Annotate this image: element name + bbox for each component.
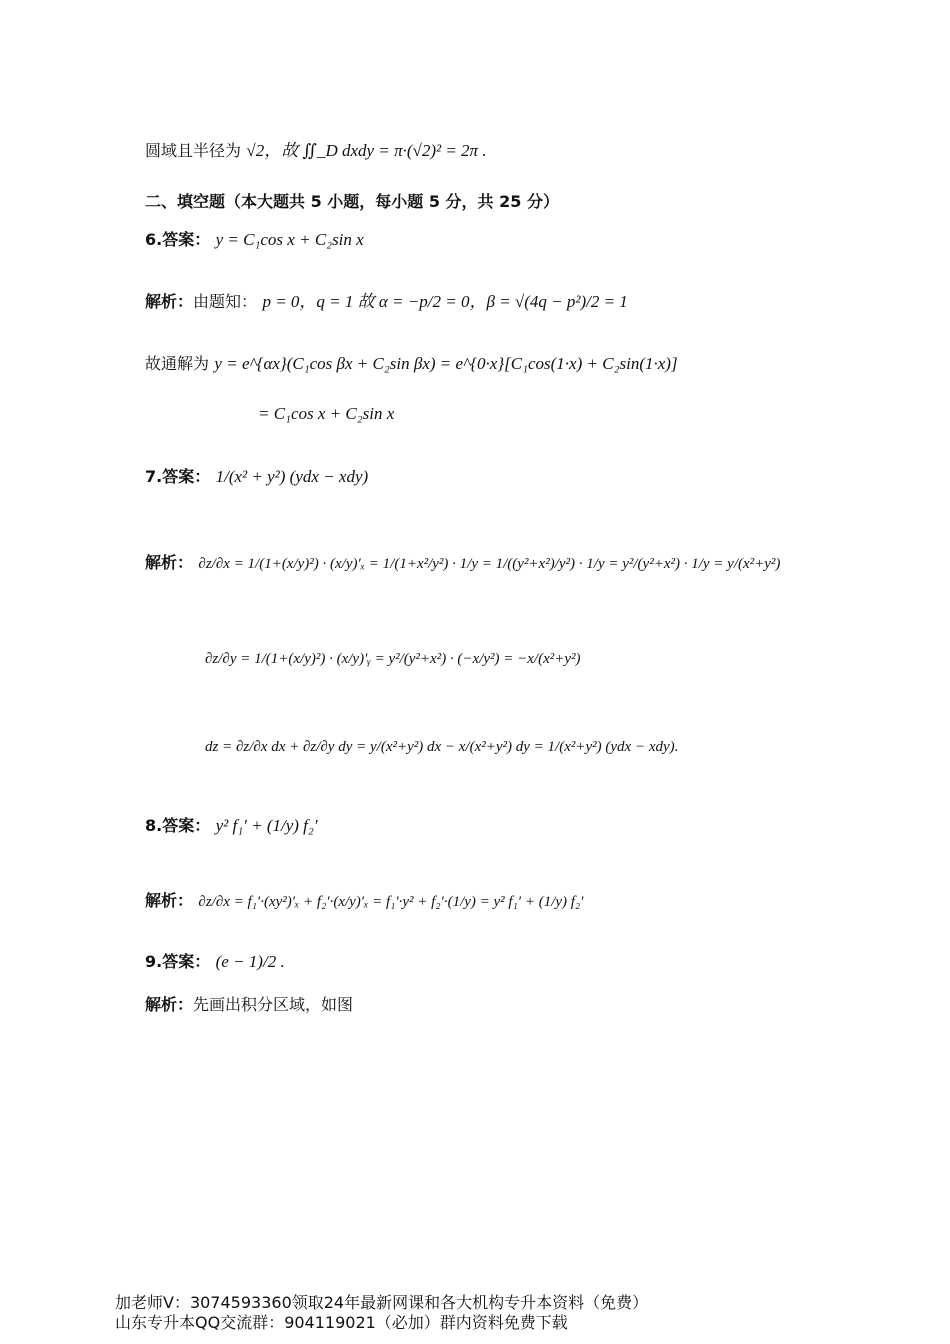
- q7-explanation-2: ∂z/∂y = 1/(1+(x/y)²) · (x/y)′ᵧ = y²/(y²+x²) · (−x/y²) = −x/(x²+y²): [205, 651, 581, 667]
- q8-explanation: 解析： ∂z/∂x = f₁′·(xy²)′ₓ + f₂′·(x/y)′ₓ = f₁′·y² + f₂′·(1/y) = y² f₁′ + (1/y) f₂′: [145, 891, 584, 910]
- footer-line-2: 山东专升本QQ交流群：904119021（必加）群内资料免费下载: [115, 1313, 568, 1332]
- q7-explanation-3: dz = ∂z/∂x dx + ∂z/∂y dy = y/(x²+y²) dx − x/(x²+y²) dy = 1/(x²+y²) (ydx − xdy).: [205, 739, 679, 755]
- q6-answer: 6.答案： y = C₁cos x + C₂sin x: [145, 230, 364, 249]
- q6-general-solution-cont: = C₁cos x + C₂sin x: [258, 404, 395, 423]
- line-region-radius: 圆域且半径为 √2，故 ∬_D dxdy = π·(√2)² = 2π .: [145, 141, 487, 160]
- q9-explanation: 解析：先画出积分区域，如图: [145, 995, 354, 1014]
- q9-answer: 9.答案： (e − 1)/2 .: [145, 952, 285, 971]
- q6-explanation: 解析：由题知： p = 0，q = 1 故 α = −p/2 = 0，β = √(4q − p²)/2 = 1: [145, 292, 628, 311]
- q7-explanation-1: 解析： ∂z/∂x = 1/(1+(x/y)²) · (x/y)′ₓ = 1/(1+x²/y²) · 1/y = 1/((y²+x²)/y²) · 1/y = y²/(y²+x²) · 1/y = y/(x²+y²): [145, 553, 781, 572]
- q7-answer: 7.答案： 1/(x² + y²) (ydx − xdy): [145, 467, 369, 486]
- section-heading: 二、填空题（本大题共 5 小题，每小题 5 分，共 25 分）: [145, 192, 559, 211]
- q6-general-solution: 故通解为 y = e^{αx}(C₁cos βx + C₂sin βx) = e^{0·x}[C₁cos(1·x) + C₂sin(1·x)]: [145, 354, 678, 373]
- footer-line-1: 加老师V：3074593360领取24年最新网课和各大机构专升本资料（免费）: [115, 1293, 649, 1312]
- q8-answer: 8.答案： y² f₁′ + (1/y) f₂′: [145, 816, 318, 835]
